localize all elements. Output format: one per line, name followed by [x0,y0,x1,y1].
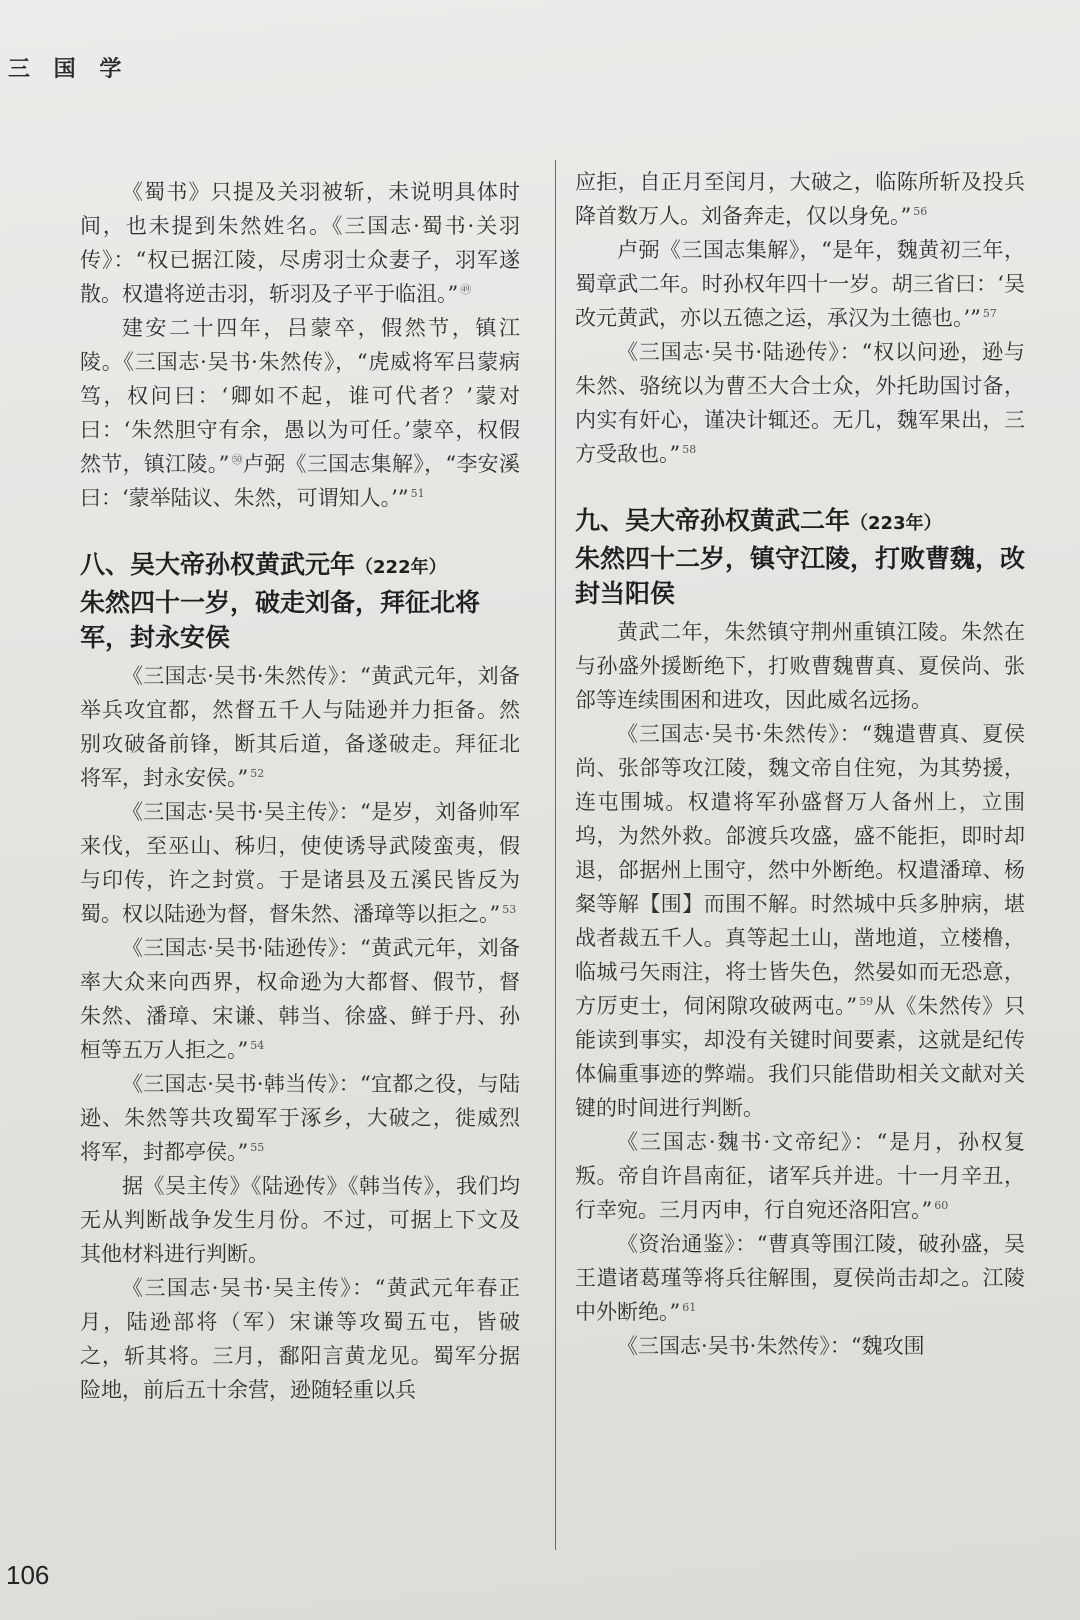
footnote-marker: 55 [250,1141,265,1154]
paragraph: 卢弼《三国志集解》，“是年，魏黄初三年，蜀章武二年。时孙权年四十一岁。胡三省曰：‘吴改元黄武，亦以五德之运，承汉为土德也。’” $^{57}$ [575,238,1025,330]
footnote-marker: 51 [410,487,425,500]
footnote-marker: 56 [913,205,928,218]
paragraph: 建安二十四年，吕蒙卒，假然节，镇江陵。《三国志·吴书·朱然传》，“虎威将军吕蒙病笃，权问曰：‘卿如不起，谁可代者？’蒙对曰：‘朱然胆守有余，愚以为可任。’蒙卒，权假然节，镇江陵。” $^㊿$卢弼《三国志集解》，“李安溪曰：‘蒙举陆议、朱然，可谓知人。’” $^{51}$ [80,316,520,510]
paragraph: 《三国志·吴书·陆逊传》：“黄武元年，刘备率大众来向西界，权命逊为大都督、假节，督朱然、潘璋、宋谦、韩当、徐盛、鲜于丹、孙桓等五万人拒之。” $^{54}$ [80,936,520,1062]
paragraph: 《三国志·吴书·韩当传》：“宜都之役，与陆逊、朱然等共攻蜀军于涿乡，大破之，徙威烈将军，封都亭侯。” $^{55}$ [80,1072,520,1164]
running-title: 三 国 学 [8,57,130,82]
paragraph: 黄武二年，朱然镇守荆州重镇江陵。朱然在与孙盛外援断绝下，打败曹魏曹真、夏侯尚、张郃等连续围困和进攻，因此威名远扬。 [575,620,1025,712]
footnote-marker: 60 [934,1199,949,1212]
column-divider [555,160,556,1550]
section-heading-9: 九、吴大帝孙权黄武二年（223年） 朱然四十二岁，镇守江陵，打败曹魏，改封当阳侯 [575,506,1026,608]
paragraph: 据《吴主传》《陆逊传》《韩当传》，我们均无从判断战争发生月份。不过，可据上下文及其他材料进行判断。 [80,1174,520,1266]
paragraph: 《三国志·吴书·吴主传》：“是岁，刘备帅军来伐，至巫山、秭归，使使诱导武陵蛮夷，假与印传，许之封赏。于是诸县及五溪民皆反为蜀。权以陆逊为督，督朱然、潘璋等以拒之。” $^{53}$ [80,800,520,926]
footnote-marker: 52 [250,767,265,780]
footnote-marker: 53 [502,903,517,916]
page-number: 106 [6,1560,50,1590]
paragraph: 应拒，自正月至闰月，大破之，临陈所斩及投兵降首数万人。刘备奔走，仅以身免。” $^{56}$ [575,170,1025,228]
left-column [80,175,520,1407]
footnote-marker: 59 [859,995,874,1008]
paragraph: 《三国志·魏书·文帝纪》：“是月，孙权复叛。帝自许昌南征，诸军兵并进。十一月辛丑，行幸宛。三月丙申，行自宛还洛阳宫。” $^{60}$ [575,1130,1025,1222]
paragraph: 《三国志·吴书·陆逊传》：“权以问逊，逊与朱然、骆统以为曹丕大合士众，外托助国讨备，内实有奸心，谨决计辄还。无几，魏军果出，三方受敌也。” $^{58}$ [575,340,1025,466]
paragraph: 《三国志·吴书·朱然传》：“魏攻围 [617,1334,925,1358]
footnote-marker: 61 [682,1301,697,1314]
footnote-marker: 57 [982,307,997,320]
paragraph: 《三国志·吴书·朱然传》：“黄武元年，刘备举兵攻宜都，然督五千人与陆逊并力拒备。然别攻破备前锋，断其后道，备遂破走。拜征北将军，封永安侯。” $^{52}$ [80,664,520,790]
footnote-marker: 58 [682,443,697,456]
section-heading-8: 八、吴大帝孙权黄武元年（222年） 朱然四十一岁，破走刘备，拜征北将军，封永安侯 [80,550,481,652]
paragraph: 《三国志·吴书·吴主传》：“黄武元年春正月，陆逊部将（军）宋谦等攻蜀五屯，皆破之，斩其将。三月，鄱阳言黄龙见。蜀军分据险地，前后五十余营，逊随轻重以兵 [80,1276,520,1402]
paragraph: 《资治通鉴》：“曹真等围江陵，破孙盛，吴王遣诸葛瑾等将兵往解围，夏侯尚击却之。江陵中外断绝。” $^{61}$ [575,1232,1025,1324]
footnote-marker: ㊿ [231,453,243,466]
paragraph: 《三国志·吴书·朱然传》：“魏遣曹真、夏侯尚、张郃等攻江陵，魏文帝自住宛，为其势援，连屯围城。权遣将军孙盛督万人备州上，立围坞，为然外救。郃渡兵攻盛，盛不能拒，即时却退，郃据州上围守，然中外断绝。权遣潘璋、杨粲等解【围】而围不解。时然城中兵多肿病，堪战者裁五千人。真等起土山，凿地道，立楼橹，临城弓矢雨注，将士皆失色，然晏如而无恐意，方厉吏士，伺闲隙攻破两屯。” $^{59}$从《朱然传》只能读到事实，却没有关键时间要素，这就是纪传体偏重事迹的弊端。我们只能借助相关文献对关键的时间进行判断。 [575,722,1025,1120]
paragraph: 《蜀书》只提及关羽被斩，未说明具体时间，也未提到朱然姓名。《三国志·蜀书·关羽传》：“权已据江陵，尽虏羽士众妻子，羽军遂散。权遣将逆击羽，斩羽及子平于临沮。” $^㊾$ [80,180,520,306]
footnote-marker: ㊾ [460,283,472,296]
footnote-marker: 54 [250,1039,265,1052]
right-column [575,165,1025,1363]
